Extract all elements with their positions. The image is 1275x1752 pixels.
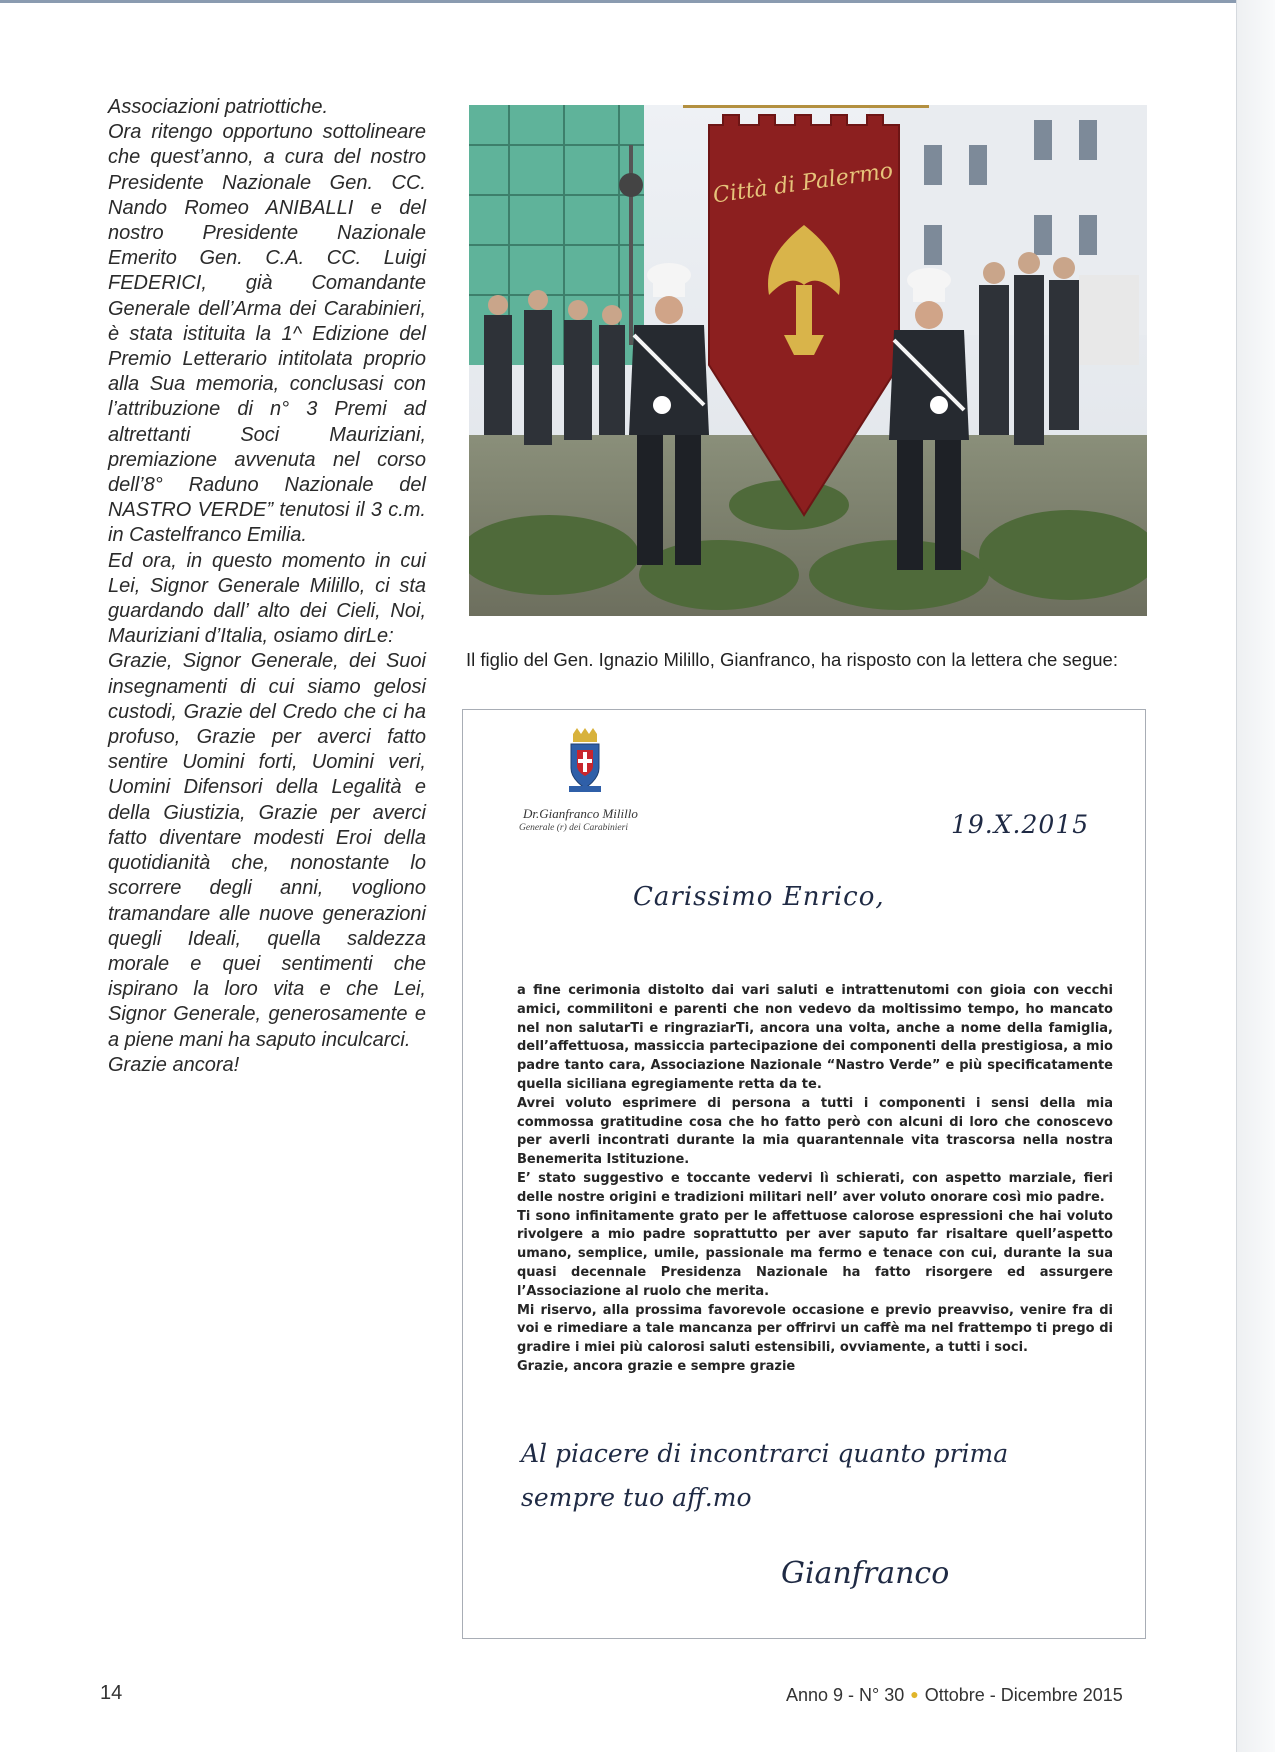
handwritten-line-1: Al piacere di incontrarci quanto prima — [521, 1439, 1009, 1468]
left-column-text — [108, 95, 426, 1078]
letter-paragraph-6: Grazie, ancora grazie e sempre grazie — [517, 1358, 796, 1374]
left-paragraph-1: Associazioni patriottiche. — [108, 96, 329, 118]
issue-number: Anno 9 - N° 30 — [786, 1685, 905, 1705]
left-paragraph-3: Ed ora, in questo momento in cui Lei, Signor Generale Milillo, ci sta guardando dall’ alto dei Cieli, Noi, Mauriziani d’Italia, osiamo dirLe: — [108, 549, 426, 648]
letter-paragraph-4: Ti sono infinitamente grato per le affettuose calorose espressioni che hai voluto rivolgere a mio padre soprattutto per aver saputo far risaltare quell’aspetto umano, semplice, umile, passionale ma fermo e tenace con cui, durante la sua quasi decennale Presidenza Nazionale ha fatto risorgere ed assurgere l’Associazione al ruolo che merita. — [517, 1208, 1113, 1299]
left-paragraph-2: Ora ritengo opportuno sottolineare che quest’anno, a cura del nostro Presidente Nazionale Gen. CC. Nando Romeo ANIBALLI e del nostro Presidente Nazionale Emerito Gen. C.A. CC. Luigi FEDERICI, già Comandante Generale dell’Arma dei Carabinieri, è stata istituita la 1^ Edizione del Premio Letterario intitolata proprio alla Sua memoria, conclusasi con l’attribuzione di n° 3 Premi ad altrettanti Soci Mauriziani, premiazione avvenuta nel corso dell’8° Raduno Nazionale del NASTRO VERDE” tenutosi il 3 c.m. in Castelfranco Emilia. — [108, 121, 426, 547]
sender-rank: Generale (r) dei Carabinieri — [519, 823, 628, 833]
issue-info — [786, 1685, 1123, 1706]
issue-period: Ottobre - Dicembre 2015 — [924, 1685, 1123, 1705]
banner-text: Città di Palermo — [711, 158, 895, 209]
letter-paragraph-2: Avrei voluto esprimere di persona a tutti i componenti i sensi della mia commossa gratitudine cosa che ho fatto però con alcuni di loro che conoscevo per averli incontrati durante la mia quarantennale vita trascorsa nella nostra Benemerita Istituzione. — [517, 1095, 1113, 1168]
letter-paragraph-1: a fine cerimonia distolto dai vari saluti e intrattenutomi con gioia con vecchi amici, commilitoni e parenti che non vedevo da moltissimo tempo, ho mancato nel non salutarTi e ringraziarTi, ancora una volta, anche a nome della famiglia, dell’affettuosa, massiccia partecipazione dei componenti della prestigiosa, a mio padre tanto cara, Associazione Nazionale “Nastro Verde” e più specificatamente quella siciliana egregiamente retta da te. — [517, 983, 1113, 1092]
page-number: 14 — [100, 1682, 123, 1704]
left-paragraph-4: Grazie, Signor Generale, dei Suoi insegnamenti di cui siamo gelosi custodi, Grazie del Credo che ci ha profuso, Grazie per averci fatto sentire Uomini forti, Uomini veri, Uomini Difensori della Legalità e della Giustizia, Grazie per averci fatto diventare modesti Eroi della quotidianità che, nonostante lo scorrere degli anni, vogliono tramandare alle nuove generazioni quegli Ideali, quella saldezza morale e quei sentimenti che ispirano la loro vita e che Lei, Signor Generale, generosamente e a piene mani ha saputo inculcarci. — [108, 650, 426, 1051]
bullet-separator-icon: ● — [910, 1686, 919, 1702]
letter-date: 19.X.2015 — [951, 810, 1090, 839]
sender-name: Dr.Gianfranco Milillo — [523, 806, 638, 821]
letter-facsimile — [462, 709, 1146, 1639]
handwritten-line-2: sempre tuo aff.mo — [521, 1483, 752, 1512]
photo-caption: Il figlio del Gen. Ignazio Milillo, Gianfranco, ha risposto con la lettera che segue: — [466, 649, 1118, 670]
letter-paragraph-5: Mi riservo, alla prossima favorevole occasione e previo preavviso, venire fra di voi e rimediare a tale mancanza per offrirvi un caffè ma nel frattempo ti prego di gradire i miei più calorosi saluti estensibili, ovviamente, a tutti i soci. — [517, 1302, 1113, 1356]
letter-body — [517, 982, 1113, 1377]
handwritten-signature: Gianfranco — [781, 1556, 950, 1591]
letter-paragraph-3: E’ stato suggestivo e toccante vedervi lì schierati, con aspetto marziale, fieri delle nostre origini e tradizioni militari nell’ aver voluto onorare così mio padre. — [517, 1170, 1113, 1205]
page-right-shadow — [1237, 0, 1275, 1752]
ceremony-photo — [469, 105, 1147, 616]
carabinieri-crest-icon — [567, 728, 603, 798]
page-top-border — [0, 0, 1240, 3]
left-paragraph-5: Grazie ancora! — [108, 1053, 240, 1076]
handwritten-closing — [521, 1432, 1081, 1520]
letter-salutation: Carissimo Enrico, — [633, 882, 885, 912]
